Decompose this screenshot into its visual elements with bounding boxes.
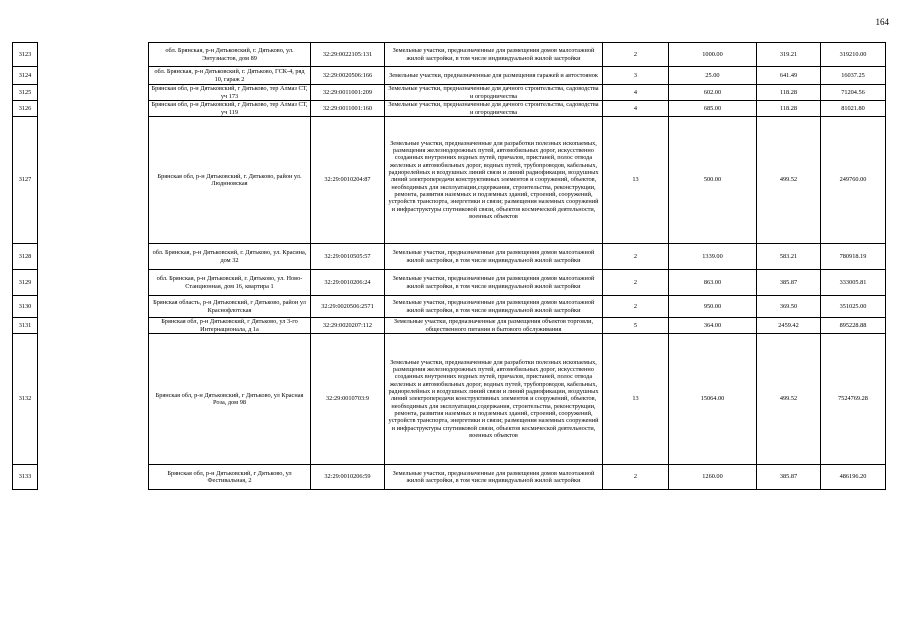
use-group-cell: 2 xyxy=(603,465,669,490)
row-spacer xyxy=(38,270,149,296)
specific-value-cell: 369.50 xyxy=(757,296,821,318)
cadastral-number-cell: 32:29:0022105:131 xyxy=(311,43,385,67)
row-spacer xyxy=(38,334,149,465)
specific-value-cell: 118.28 xyxy=(757,101,821,117)
table-row xyxy=(13,244,886,270)
table-row xyxy=(13,334,886,465)
cadastral-number-cell: 32:29:0011001:209 xyxy=(311,85,385,101)
cadastral-value-cell: 351025.00 xyxy=(821,296,886,318)
cadastral-value-table xyxy=(12,42,886,490)
area-cell: 685.00 xyxy=(669,101,757,117)
specific-value-cell: 319.21 xyxy=(757,43,821,67)
specific-value-cell: 641.49 xyxy=(757,67,821,85)
address-cell: Брянская обл, р-н Дятьковский, г Дятьково, ул 3-го Интернационала, д 1а xyxy=(149,318,311,334)
cadastral-value-cell: 249760.00 xyxy=(821,117,886,244)
land-use-cell: Земельные участки, предназначенные для размещения домов малоэтажной жилой застройки, в том числе индивидуальной жилой застройки xyxy=(385,43,603,67)
row-spacer xyxy=(38,318,149,334)
address-cell: Брянская область, р-н Дятьковский, г Дятьково, район ул Краснофлотская xyxy=(149,296,311,318)
area-cell: 602.00 xyxy=(669,85,757,101)
land-use-cell: Земельные участки, предназначенные для разработки полезных ископаемых, размещения железнодорожных путей, автомобильных дорог, искусственно созданных внутренних водных путей, причалов, пристаней, полос отвода железных и автомобильных дорог, водных путей, трубопроводов, кабельных, радиорелейных и воздушных линий связи и линий радиофикации, воздушных линий электропередачи конструктивных элементов и сооружений, объектов, необходимых для эксплуатации,содержания, строительства, реконструкции, ремонта, развития наземных и подземных зданий, строений, сооружений, устройств транспорта, энергетики и связи; размещения наземных сооружений и инфраструктуры спутниковой связи, объектов космической деятельности, военных объектов xyxy=(385,117,603,244)
area-cell: 25.00 xyxy=(669,67,757,85)
row-number: 3123 xyxy=(13,43,38,67)
cadastral-value-cell: 780918.19 xyxy=(821,244,886,270)
land-use-cell: Земельные участки, предназначенные для дачного строительства, садоводства и огородничества xyxy=(385,101,603,117)
use-group-cell: 2 xyxy=(603,296,669,318)
cadastral-number-cell: 32:29:0020207:112 xyxy=(311,318,385,334)
area-cell: 500.00 xyxy=(669,117,757,244)
table-row xyxy=(13,270,886,296)
address-cell: Брянская обл, р-н Дятьковский, г Дятьково, тер Алмаз СТ, уч 119 xyxy=(149,101,311,117)
table-row xyxy=(13,296,886,318)
row-number: 3127 xyxy=(13,117,38,244)
cadastral-number-cell: 32:29:0011001:160 xyxy=(311,101,385,117)
row-number: 3128 xyxy=(13,244,38,270)
cadastral-number-cell: 32:29:0010204:87 xyxy=(311,117,385,244)
area-cell: 364.00 xyxy=(669,318,757,334)
use-group-cell: 2 xyxy=(603,43,669,67)
address-cell: обл. Брянская, р-н Дятьковский, г. Дятьково, ул. Ново-Станционная, дом 16, квартира 1 xyxy=(149,270,311,296)
land-use-cell: Земельные участки, предназначенные для размещения гаражей и автостоянок xyxy=(385,67,603,85)
cadastral-value-cell: 16037.25 xyxy=(821,67,886,85)
address-cell: Брянская обл, р-н Дятьковский, г. Дятьково, район ул. Люднновская xyxy=(149,117,311,244)
page-number: 164 xyxy=(875,17,889,27)
use-group-cell: 13 xyxy=(603,117,669,244)
cadastral-number-cell: 32:29:0010206:59 xyxy=(311,465,385,490)
land-use-cell: Земельные участки, предназначенные для размещения домов малоэтажной жилой застройки, в том числе индивидуальной жилой застройки xyxy=(385,244,603,270)
row-number: 3131 xyxy=(13,318,38,334)
row-spacer xyxy=(38,67,149,85)
cadastral-number-cell: 32:29:0010703:9 xyxy=(311,334,385,465)
row-spacer xyxy=(38,85,149,101)
use-group-cell: 5 xyxy=(603,318,669,334)
cadastral-value-cell: 486196.20 xyxy=(821,465,886,490)
area-cell: 950.00 xyxy=(669,296,757,318)
row-number: 3129 xyxy=(13,270,38,296)
row-number: 3132 xyxy=(13,334,38,465)
area-cell: 1260.00 xyxy=(669,465,757,490)
cadastral-number-cell: 32:29:0020506:166 xyxy=(311,67,385,85)
row-spacer xyxy=(38,101,149,117)
cadastral-value-cell: 71204.56 xyxy=(821,85,886,101)
specific-value-cell: 385.87 xyxy=(757,270,821,296)
area-cell: 1339.00 xyxy=(669,244,757,270)
land-use-cell: Земельные участки, предназначенные для размещения объектов торговли, общественного питания и бытового обслуживания xyxy=(385,318,603,334)
specific-value-cell: 2459.42 xyxy=(757,318,821,334)
land-use-cell: Земельные участки, предназначенные для размещения домов малоэтажной жилой застройки, в том числе индивидуальной жилой застройки xyxy=(385,465,603,490)
land-use-cell: Земельные участки, предназначенные для размещения домов малоэтажной жилой застройки, в том числе индивидуальной жилой застройки xyxy=(385,296,603,318)
specific-value-cell: 499.52 xyxy=(757,117,821,244)
land-use-cell: Земельные участки, предназначенные для размещения домов малоэтажной жилой застройки, в том числе индивидуальной жилой застройки xyxy=(385,270,603,296)
use-group-cell: 4 xyxy=(603,101,669,117)
row-spacer xyxy=(38,43,149,67)
address-cell: Брянская обл, р-н Дятьковский, г Дятьково, тер Алмаз СТ, уч 173 xyxy=(149,85,311,101)
table-row xyxy=(13,43,886,67)
table-row xyxy=(13,318,886,334)
use-group-cell: 4 xyxy=(603,85,669,101)
cadastral-value-cell: 319210.00 xyxy=(821,43,886,67)
row-spacer xyxy=(38,296,149,318)
table-row xyxy=(13,465,886,490)
row-number: 3125 xyxy=(13,85,38,101)
specific-value-cell: 499.52 xyxy=(757,334,821,465)
use-group-cell: 2 xyxy=(603,270,669,296)
table-row xyxy=(13,85,886,101)
cadastral-number-cell: 32:29:0010505:57 xyxy=(311,244,385,270)
cadastral-value-cell: 7524769.28 xyxy=(821,334,886,465)
row-number: 3133 xyxy=(13,465,38,490)
land-use-cell: Земельные участки, предназначенные для разработки полезных ископаемых, размещения железнодорожных путей, автомобильных дорог, искусственно созданных внутренних водных путей, причалов, пристаней, полос отвода железных и автомобильных дорог, водных путей, трубопроводов, кабельных, радиорелейных и воздушных линий связи и линий радиофикации, воздушных линий электропередачи конструктивных элементов и сооружений, объектов, необходимых для эксплуатации,содержания, строительства, реконструкции, ремонта, развития наземных и подземных зданий, строений, сооружений, устройств транспорта, энергетики и связи; размещения наземных сооружений и инфраструктуры спутниковой связи, объектов космической деятельности, военных объектов xyxy=(385,334,603,465)
area-cell: 15064.00 xyxy=(669,334,757,465)
row-spacer xyxy=(38,117,149,244)
row-number: 3124 xyxy=(13,67,38,85)
cadastral-value-cell: 333005.81 xyxy=(821,270,886,296)
address-cell: обл. Брянская, р-н Дятьковский, г. Дятьково, ГСК-4, ряд 10, гараж 2 xyxy=(149,67,311,85)
table-row xyxy=(13,101,886,117)
cadastral-number-cell: 32:29:0020506:2571 xyxy=(311,296,385,318)
cadastral-value-cell: 81021.80 xyxy=(821,101,886,117)
address-cell: Брянская обл, р-н Дятьковский, г Дятьково, ул Красная Роза, дом 98 xyxy=(149,334,311,465)
use-group-cell: 3 xyxy=(603,67,669,85)
row-number: 3126 xyxy=(13,101,38,117)
cadastral-value-cell: 895228.88 xyxy=(821,318,886,334)
address-cell: обл. Брянская, р-н Дятьковский, г. Дятьково, ул. Энтузиастов, дом 89 xyxy=(149,43,311,67)
specific-value-cell: 385.87 xyxy=(757,465,821,490)
specific-value-cell: 583.21 xyxy=(757,244,821,270)
area-cell: 863.00 xyxy=(669,270,757,296)
row-spacer xyxy=(38,244,149,270)
table-row xyxy=(13,117,886,244)
table-row xyxy=(13,67,886,85)
row-spacer xyxy=(38,465,149,490)
address-cell: Брянская обл, р-н Дятьковский, г Дятьково, ул Фестивальная, 2 xyxy=(149,465,311,490)
specific-value-cell: 118.28 xyxy=(757,85,821,101)
cadastral-number-cell: 32:29:0010206:24 xyxy=(311,270,385,296)
use-group-cell: 2 xyxy=(603,244,669,270)
use-group-cell: 13 xyxy=(603,334,669,465)
address-cell: обл. Брянская, р-н Дятьковский, г. Дятьково, ул. Красина, дом 32 xyxy=(149,244,311,270)
area-cell: 1000.00 xyxy=(669,43,757,67)
land-use-cell: Земельные участки, предназначенные для дачного строительства, садоводства и огородничества xyxy=(385,85,603,101)
row-number: 3130 xyxy=(13,296,38,318)
